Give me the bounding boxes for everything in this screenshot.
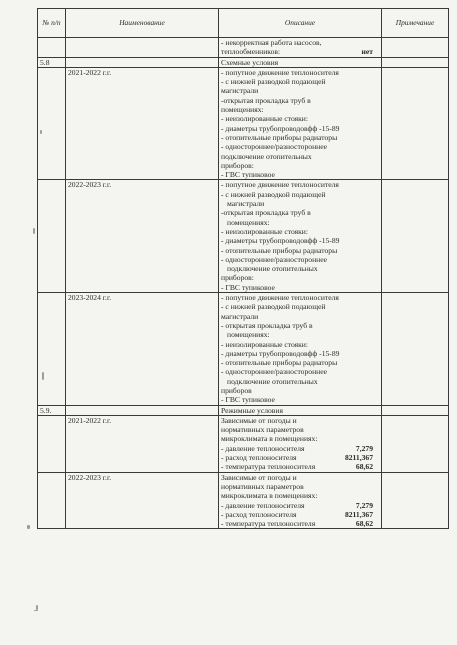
- section-number: 5.9.: [38, 405, 66, 415]
- carryover-value: нет: [361, 47, 373, 57]
- header-name: Наименование: [66, 9, 219, 38]
- section-title: Режимные условия: [219, 405, 382, 415]
- scan-speck: [34, 610, 38, 611]
- pressure-value: 7,279: [355, 500, 373, 510]
- table-row: [38, 180, 449, 293]
- period-description: - попутное движение теплоносителя - с нижней разводкой подающей магистрали -открытая прокладка труб в помещениях: - неизолированные стояки: - диаметры трубопроводовфф -15-89 - отопительные приборы радиаторы - одностороннее/разностороннее подключение отопительных приборов: - ГВС тупиковое: [219, 67, 382, 180]
- period-description: Зависимые от погоды и нормативных параметров микроклимата в помещениях: - давление теплоносителя 7,279 - расход теплоносителя 8211,367 - температура теплоносителя 68,62: [219, 472, 382, 529]
- table-row: [38, 472, 449, 529]
- section-title: Схемные условия: [219, 57, 382, 67]
- scan-speck: [40, 130, 42, 134]
- table-row: [38, 415, 449, 472]
- period-label: 2023-2024 г.г.: [66, 293, 219, 406]
- section-row-5-8: [38, 57, 449, 67]
- table-row: [38, 67, 449, 180]
- carryover-row: [38, 38, 449, 58]
- period-description: - попутное движение теплоносителя - с нижней разводкой подающей магистрали - открытая прокладка труб в помещениях: - неизолированные стояки: - диаметры трубопроводовфф -15-89 - отопительные приборы радиаторы - одностороннее/разностороннее подключение отопительных приборов - ГВС тупиковое: [219, 293, 382, 406]
- table-row: [38, 293, 449, 406]
- flow-value: 8211,367: [344, 509, 373, 519]
- header-description: Описание: [219, 9, 382, 38]
- period-label: 2022-2023 г.г.: [66, 180, 219, 293]
- scan-speck: [33, 228, 35, 234]
- carryover-description: - некорректная работа насосов, теплообменников: нет: [219, 38, 382, 58]
- period-label: 2022-2023 г.г.: [66, 472, 219, 529]
- table-header-row: [38, 9, 449, 38]
- section-row-5-9: [38, 405, 449, 415]
- period-label: 2021-2022 г.г.: [66, 415, 219, 472]
- temperature-value: 68,62: [355, 519, 373, 529]
- parameters-table: [37, 8, 449, 529]
- period-description: Зависимые от погоды и нормативных параметров микроклимата в помещениях: - давление теплоносителя 7,279 - расход теплоносителя 8211,367 - температура теплоносителя 68,62: [219, 415, 382, 472]
- header-number: № п/п: [38, 9, 66, 38]
- period-label: 2021-2022 г.г.: [66, 67, 219, 180]
- flow-value: 8211,367: [344, 453, 373, 463]
- scan-speck: [27, 525, 30, 529]
- period-description: - попутное движение теплоносителя - с нижней разводкой подающей магистрали -открытая прокладка труб в помещениях: - неизолированные стояки: - диаметры трубопроводовфф -15-89 - отопительные приборы радиаторы - одностороннее/разностороннее подключение отопительных приборов: - ГВС тупиковое: [219, 180, 382, 293]
- temperature-value: 68,62: [355, 462, 373, 472]
- header-note: Примечание: [382, 9, 449, 38]
- section-number: 5.8: [38, 57, 66, 67]
- pressure-value: 7,279: [355, 443, 373, 453]
- scan-speck: [42, 372, 44, 380]
